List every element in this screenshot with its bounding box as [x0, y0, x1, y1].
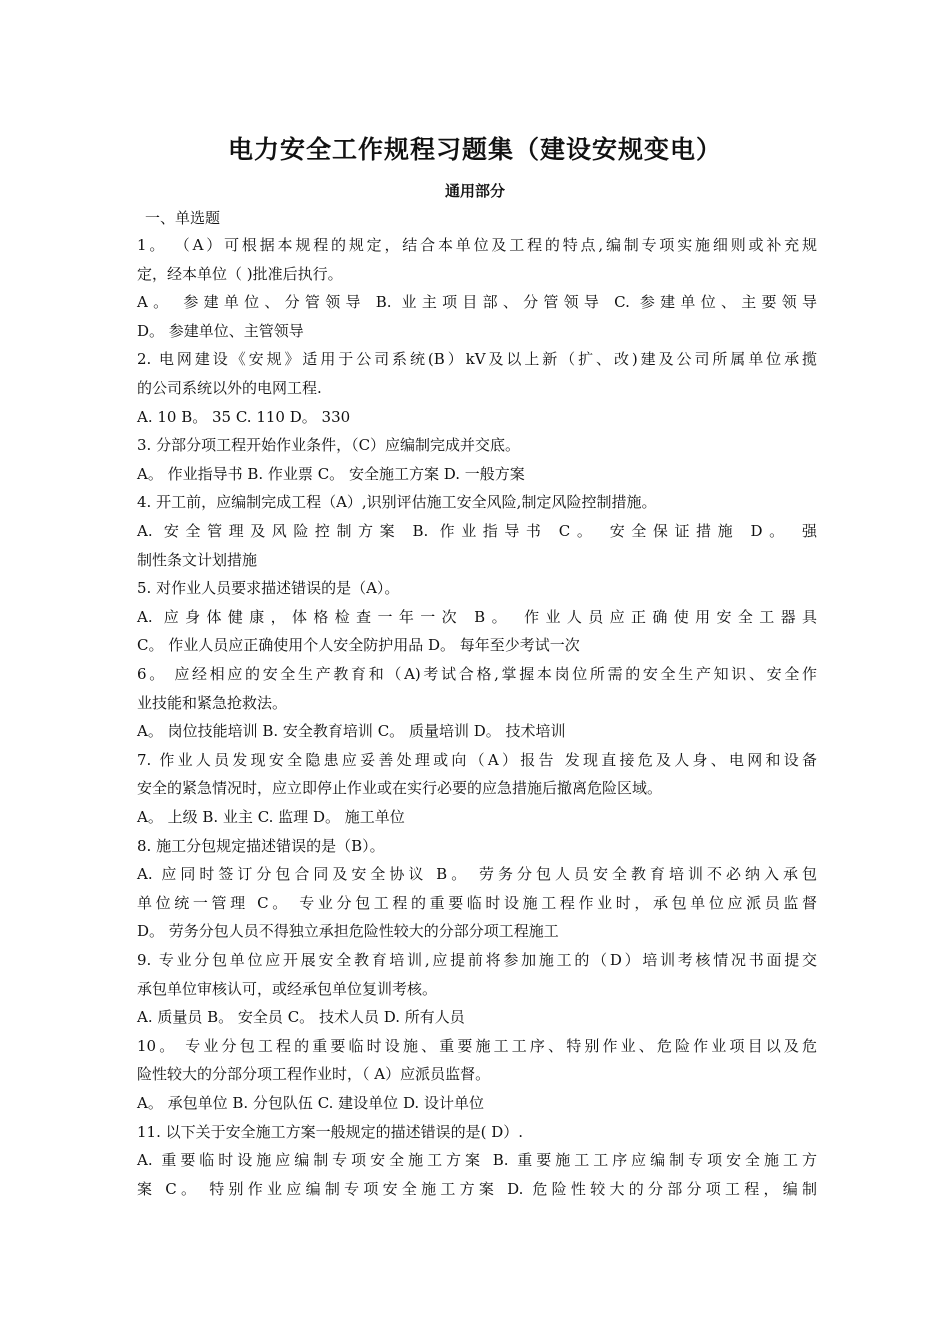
- text-line: 制性条文计划措施: [137, 550, 258, 569]
- text-line: 5. 对作业人员要求描述错误的是（A）。: [137, 579, 400, 598]
- document-subtitle: 通用部分: [444, 182, 505, 200]
- text-line: A. 安全管理及风险控制方案 B. 作业指导书 C。 安全保证措施 D。 强: [137, 522, 817, 540]
- text-line: A. 质量员 B。 安全员 C。 技术人员 D. 所有人员: [137, 1008, 465, 1027]
- text-line: 单位统一管理 C。 专业分包工程的重要临时设施工程作业时，承包单位应派员监督: [137, 893, 817, 912]
- text-line: C。 作业人员应正确使用个人安全防护用品 D。 每年至少考试一次: [137, 636, 580, 655]
- text-line: A。 承包单位 B. 分包队伍 C. 建设单位 D. 设计单位: [137, 1094, 484, 1112]
- document-title: 电力安全工作规程习题集（建设安规变电）: [227, 135, 722, 164]
- text-line: A。 参建单位、分管领导 B. 业主项目部、分管领导 C. 参建单位、主要领导: [137, 293, 817, 312]
- text-line: A。 岗位技能培训 B. 安全教育培训 C。 质量培训 D。 技术培训: [137, 722, 566, 741]
- text-line: 案 C。 特别作业应编制专项安全施工方案 D. 危险性较大的分部分项工程，编制: [137, 1179, 817, 1198]
- text-line: 险性较大的分部分项工程作业时，（ A）应派员监督。: [137, 1065, 491, 1084]
- text-line: 7. 作业人员发现安全隐患应妥善处理或向（A）报告 发现直接危及人身、电网和设备: [137, 750, 817, 769]
- text-line: A。 作业指导书 B. 作业票 C。 安全施工方案 D. 一般方案: [137, 464, 525, 483]
- text-line: 10。 专业分包工程的重要临时设施、重要施工工序、特别作业、危险作业项目以及危: [137, 1036, 817, 1055]
- text-line: 2. 电网建设《安规》适用于公司系统(B）kV及以上新（扩、改)建及公司所属单位承揽: [137, 350, 817, 369]
- text-line: 9. 专业分包单位应开展安全教育培训,应提前将参加施工的（D）培训考核情况书面提交: [137, 951, 817, 969]
- text-line: A. 重要临时设施应编制专项安全施工方案 B. 重要施工工序应编制专项安全施工方: [137, 1151, 817, 1170]
- text-line: D。 劳务分包人员不得独立承担危险性较大的分部分项工程施工: [137, 922, 559, 941]
- text-line: 的公司系统以外的电网工程.: [137, 379, 322, 397]
- text-line: 承包单位审核认可，或经承包单位复训考核。: [137, 979, 438, 998]
- text-line: 8. 施工分包规定描述错误的是（B）。: [137, 836, 385, 855]
- text-line: 定，经本单位（ )批准后执行。: [137, 264, 343, 283]
- text-line: A. 应身体健康，体格检查一年一次 B。 作业人员应正确使用安全工器具: [137, 607, 817, 626]
- text-line: 安全的紧急情况时，应立即停止作业或在实行必要的应急措施后撤离危险区域。: [137, 779, 663, 798]
- text-line: D。 参建单位、主管领导: [137, 321, 304, 340]
- text-line: 6。 应经相应的安全生产教育和（A)考试合格,掌握本岗位所需的安全生产知识、安全作: [137, 665, 817, 683]
- text-line: A。 上级 B. 业主 C. 监理 D。 施工单位: [137, 808, 405, 826]
- text-line: A. 应同时签订分包合同及安全协议 B。 劳务分包人员安全教育培训不必纳入承包: [137, 865, 817, 884]
- text-line: 4. 开工前，应编制完成工程（A）,识别评估施工安全风险,制定风险控制措施。: [137, 493, 657, 512]
- text-line: A. 10 B。 35 C. 110 D。 330: [137, 407, 351, 426]
- text-line: 1。 （A）可根据本规程的规定，结合本单位及工程的特点,编制专项实施细则或补充规: [137, 236, 817, 254]
- text-line: 11. 以下关于安全施工方案一般规定的描述错误的是( D）.: [137, 1122, 524, 1141]
- text-line: 业技能和紧急抢救法。: [137, 693, 288, 712]
- text-line: 3. 分部分项工程开始作业条件，（C）应编制完成并交底。: [137, 436, 521, 455]
- section-heading: 一、单选题: [145, 209, 221, 227]
